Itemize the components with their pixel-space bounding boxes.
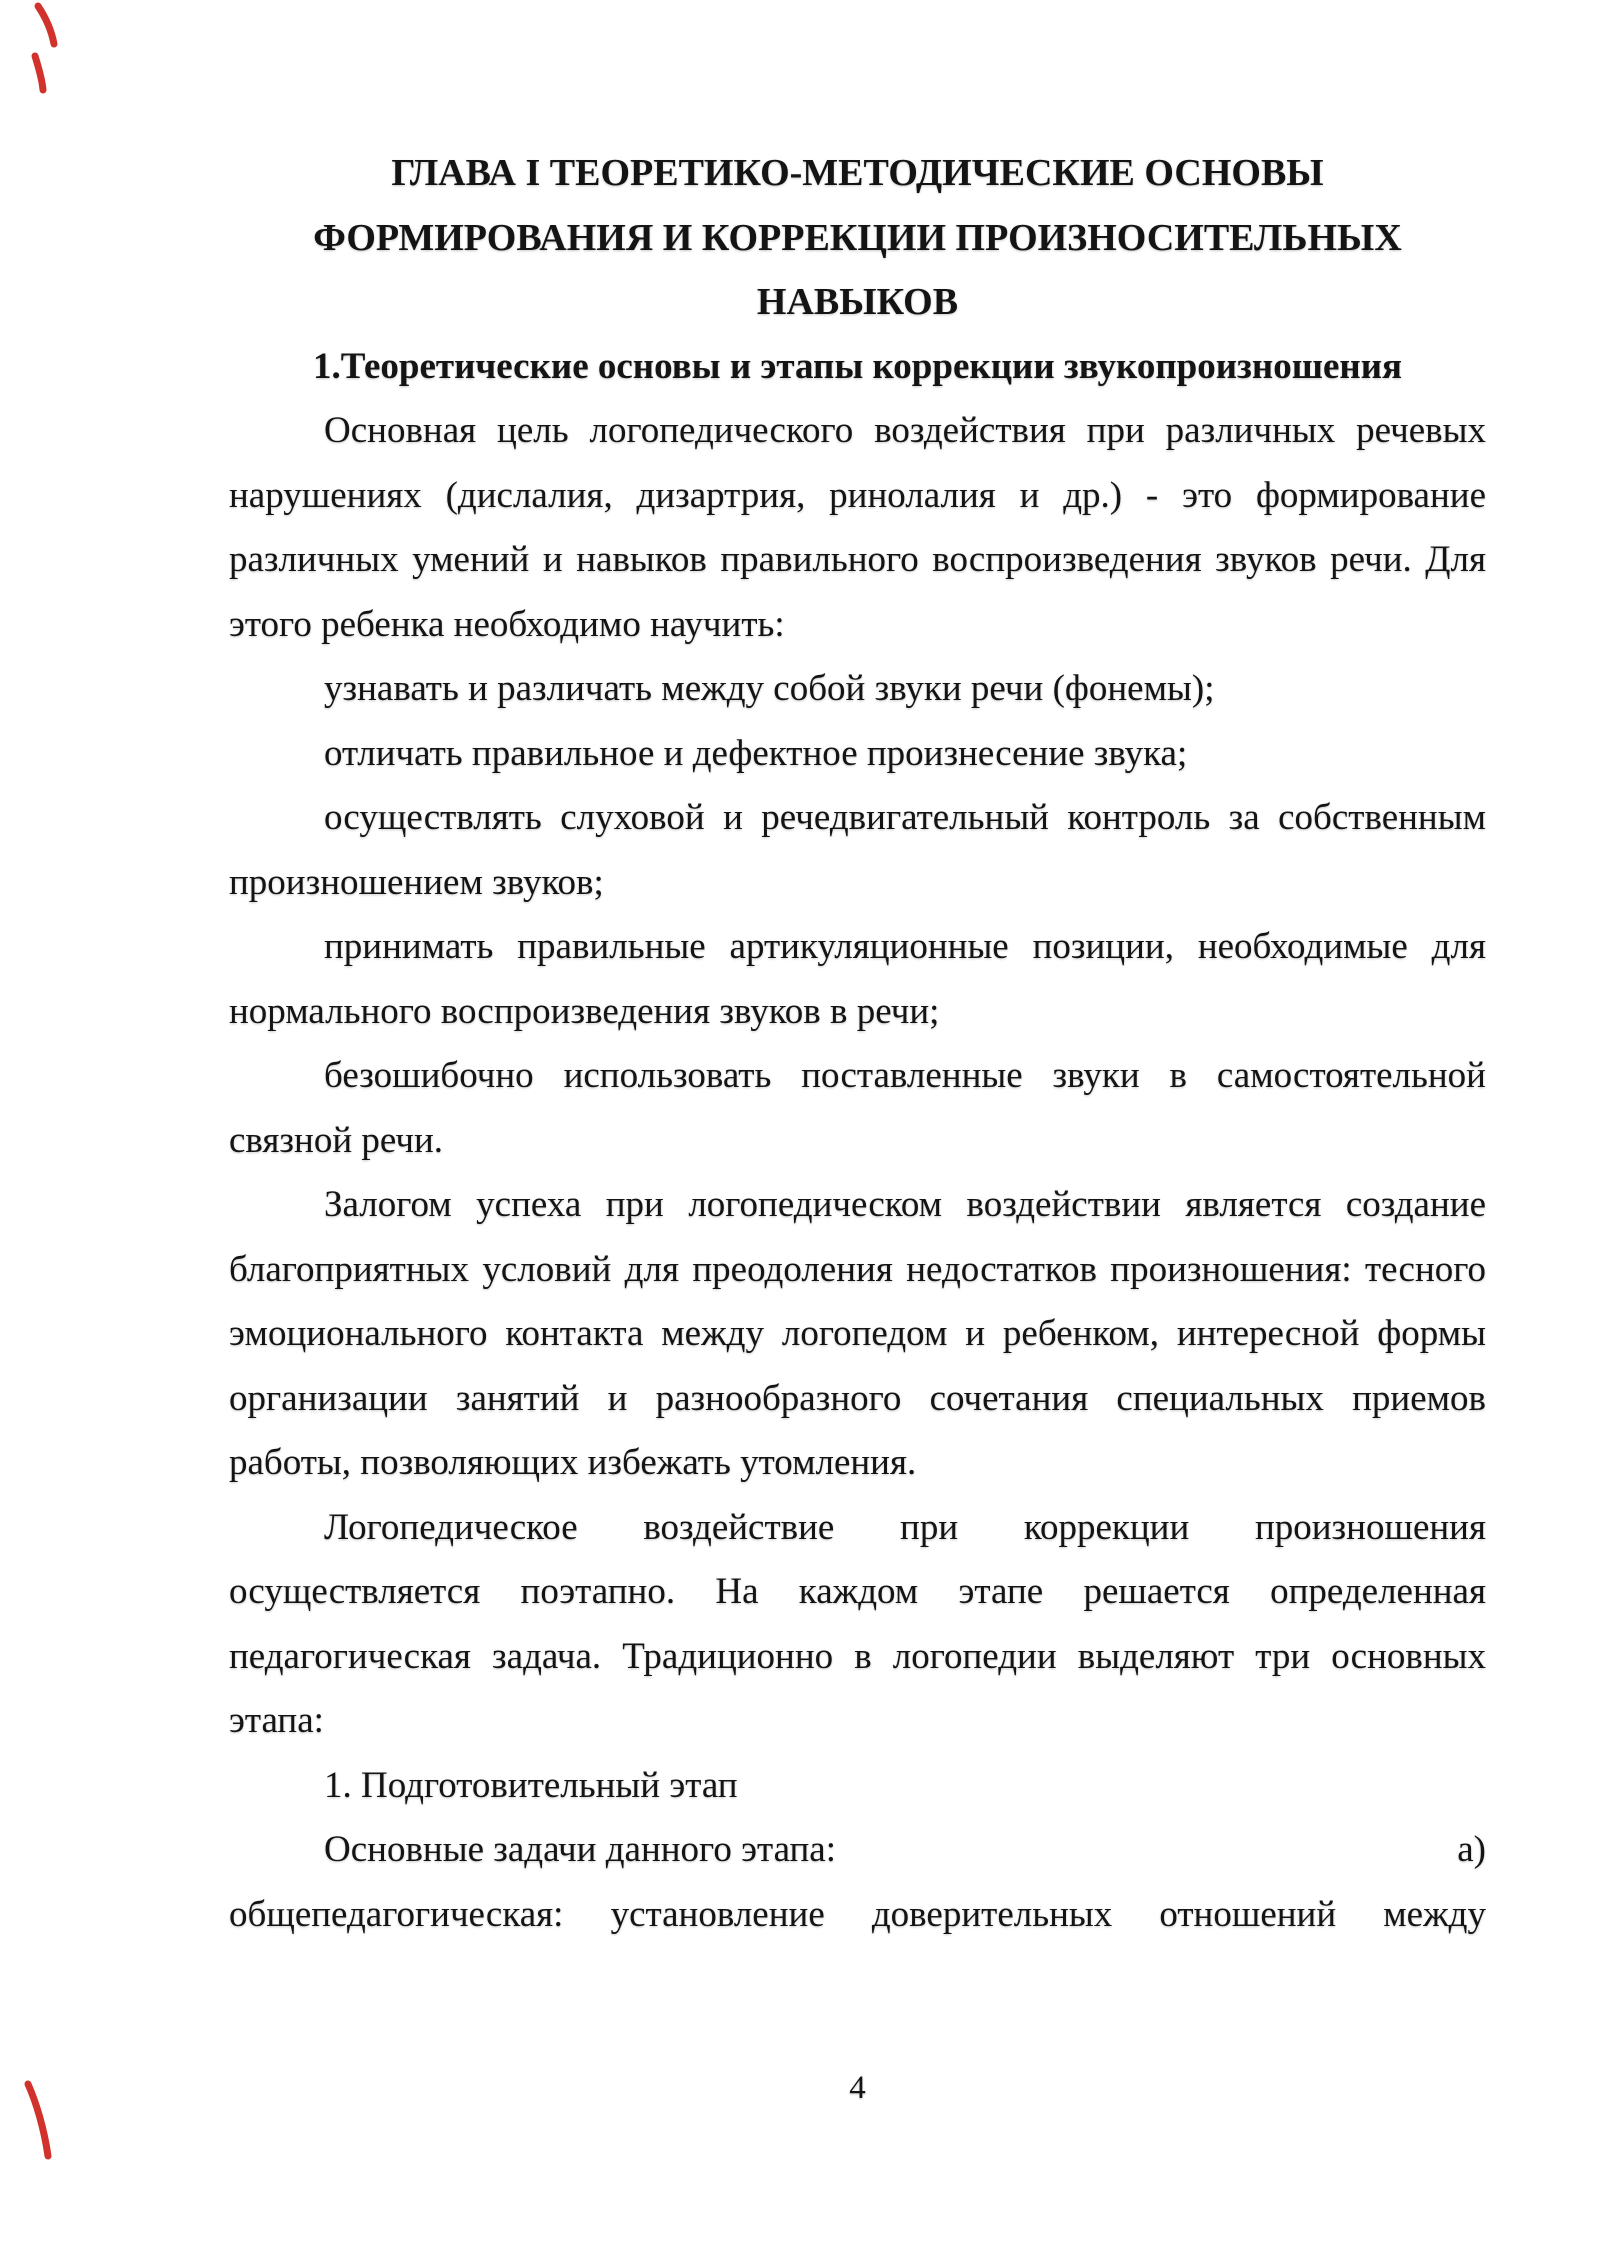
text-line: этапа: — [229, 1700, 324, 1741]
text-line: работы, позволяющих избежать утомления. — [229, 1442, 917, 1483]
text-line: Основная цель логопедического воздействия при различных речевых — [324, 410, 1486, 451]
list-item-line: принимать правильные артикуляционные позиции, необходимые для — [324, 926, 1486, 967]
numbered-stage-line: 1. Подготовительный этап — [324, 1764, 738, 1806]
section-subheading: 1.Теоретические основы и этапы коррекции звукопроизношения — [312, 345, 1403, 387]
list-item-line: узнавать и различать между собой звуки речи (фонемы); — [324, 668, 1215, 709]
tasks-label: Основные задачи данного этапа: — [324, 1829, 837, 1870]
text-line: нарушениях (дислалия, дизартрия, ринолалия и др.) - это формирование — [229, 474, 1486, 516]
item-marker-a: а) — [1457, 1829, 1486, 1870]
chapter-heading-line: ФОРМИРОВАНИЯ И КОРРЕКЦИИ ПРОИЗНОСИТЕЛЬНЫХ — [313, 216, 1402, 259]
text-line: связной речи. — [229, 1119, 444, 1161]
list-item-line: безошибочно использовать поставленные звуки в самостоятельной — [324, 1055, 1486, 1096]
tasks-line — [229, 1818, 1486, 1883]
text-line: этого ребенка необходимо научить: — [229, 603, 785, 645]
list-item-line: осуществлять слуховой и речедвигательный контроль за собственным — [324, 797, 1486, 838]
list-item-line: отличать правильное и дефектное произнесение звука; — [324, 732, 1188, 774]
text-line: Залогом успеха при логопедическом воздействии является создание — [324, 1184, 1486, 1225]
text-line: общепедагогическая: установление доверительных отношений между — [229, 1893, 1486, 1935]
text-line: педагогическая задача. Традиционно в логопедии выделяют три основных — [229, 1635, 1486, 1677]
text-line: благоприятных условий для преодоления недостатков произношения: тесного — [229, 1248, 1486, 1290]
page-number: 4 — [849, 2070, 866, 2106]
red-pen-mark-bottom — [12, 2078, 82, 2173]
text-line: организации занятий и разнообразного сочетания специальных приемов — [229, 1377, 1486, 1419]
text-line: нормального воспроизведения звуков в речи; — [229, 990, 940, 1032]
chapter-heading-line: НАВЫКОВ — [756, 281, 959, 323]
text-line: эмоционального контакта между логопедом и ребенком, интересной формы — [229, 1313, 1486, 1354]
text-line: Логопедическое воздействие при коррекции произношения — [324, 1506, 1486, 1548]
chapter-heading-line: ГЛАВА I ТЕОРЕТИКО-МЕТОДИЧЕСКИЕ ОСНОВЫ — [391, 152, 1324, 194]
text-line: различных умений и навыков правильного воспроизведения звуков речи. Для — [229, 539, 1486, 580]
red-pen-mark-top — [18, 0, 98, 110]
text-line: произношением звуков; — [229, 861, 604, 903]
text-line: осуществляется поэтапно. На каждом этапе решается определенная — [229, 1571, 1486, 1612]
